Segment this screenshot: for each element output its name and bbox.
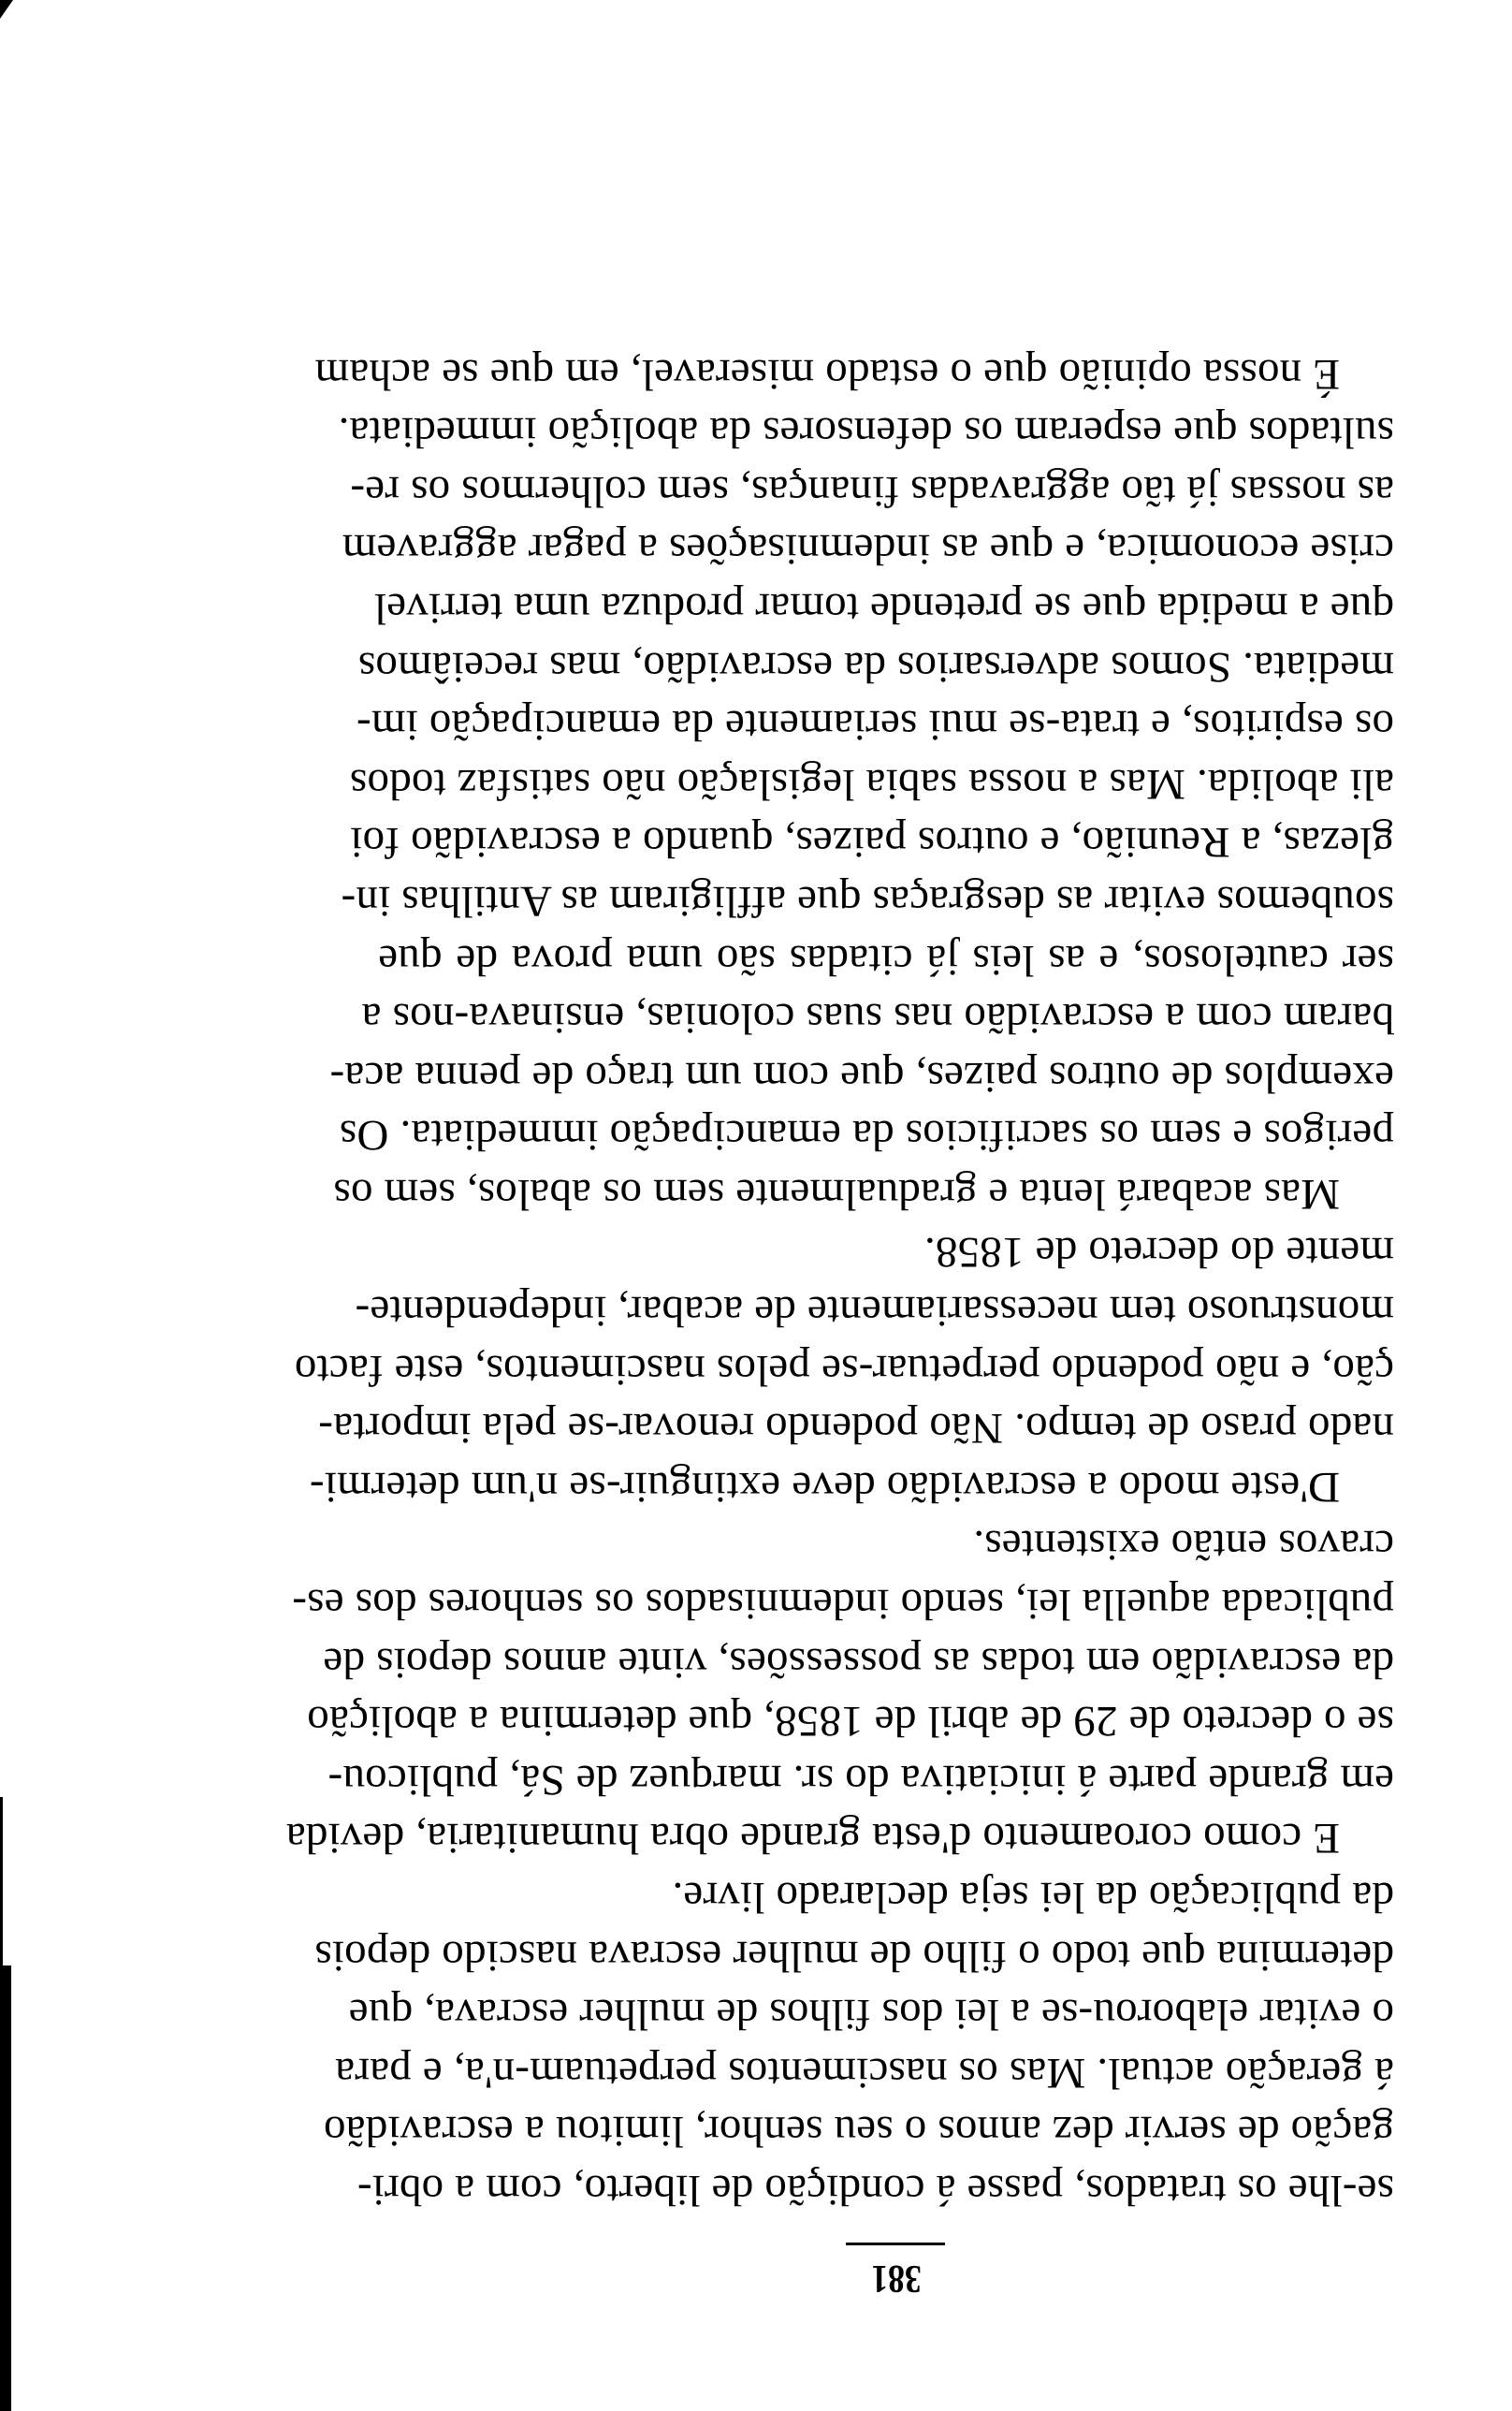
header-rule — [846, 2243, 945, 2245]
text-line: da escravidão em todas as possessões, vinte annos depois de — [323, 1638, 1394, 1688]
text-line: E como coroamento d'esta grande obra humanitaria, devida — [285, 1814, 1340, 1863]
text-line: se-lhe os tratados, passe á condição de liberto, com a obri- — [356, 2166, 1394, 2214]
text-line: É nossa opinião que o estado miseravel, em que se acham — [314, 349, 1340, 399]
text-line: ção, e não podendo perpetuar-se pelos nascimentos, este facto — [294, 1345, 1394, 1395]
text-line: publicada aquella lei, sendo indemnisados os senhores dos es- — [292, 1580, 1394, 1629]
text-line: Mas acabará lenta e gradualmente sem os abalos, sem os — [333, 1169, 1340, 1219]
scan-edge-shadow-thin — [0, 1797, 3, 1965]
text-line: mediata. Somos adversarios da escravidão, mas receiâmos — [357, 642, 1394, 692]
text-line: ser cautelosos, e as leis já citadas são uma prova de que — [378, 935, 1394, 985]
text-line: á geração actual. Mas os nascimentos perpetuam-n'a, e para — [335, 2048, 1394, 2097]
text-line: gação de servir dez annos o seu senhor, limitou a escravidão — [323, 2107, 1394, 2156]
text-line: o evitar elaborou-se a lei dos filhos de mulher escrava, que — [348, 1990, 1394, 2039]
text-line: cravos então existentes. — [973, 1521, 1394, 1571]
text-line: D'este modo a escravidão deve extinguir-se n'um determi- — [309, 1462, 1340, 1512]
text-line: da publicação da lei seja declarado livre. — [672, 1873, 1394, 1922]
scan-edge-shadow — [0, 1965, 11, 2411]
text-line: soubemos evitar as desgraças que affligiram as Antilhas in- — [341, 876, 1394, 926]
text-line: em grande parte á iniciativa do sr. marquez de Sá, publicou- — [327, 1755, 1394, 1805]
scan-corner-shadow — [0, 0, 13, 19]
text-line: crise economica, e que as indemnisações a pagar aggravem — [342, 525, 1394, 575]
text-line: nado praso de tempo. Não podendo renovar-se pela importa- — [318, 1404, 1394, 1454]
text-line: baram com a escravidão nas suas colonias, ensinava-nos a — [361, 994, 1394, 1044]
body-text — [285, 344, 1394, 2219]
text-line: sultados que esperam os defensores da abolição immediata. — [338, 408, 1394, 458]
text-line: ali abolida. Mas a nossa sabia legislação não satisfaz todos — [349, 759, 1394, 809]
text-line: mente do decreto de 1858. — [923, 1228, 1394, 1278]
text-line: se o decreto de 29 de abril de 1858, que determina a abolição — [307, 1697, 1394, 1746]
text-line: glezas, a Reunião, e outros paizes, quando a escravidão foi — [350, 818, 1394, 868]
text-line: as nossas já tão aggravadas finanças, sem colhermos os re- — [350, 466, 1394, 516]
text-line: determina que todo o filho de mulher escrava nascido depois — [314, 1931, 1394, 1980]
text-line: que a medida que se pretende tomar produza uma terrivel — [373, 583, 1394, 633]
text-line: os espiritos, e trata-se mui seriamente da emancipação im- — [356, 701, 1394, 751]
text-line: exemplos de outros paizes, que com um traço de penna aca- — [329, 1052, 1394, 1102]
text-line: monstruoso tem necessariamente de acabar, independente- — [355, 1287, 1394, 1337]
text-line: perigos e sem os sacrificios da emancipação immediata. Os — [339, 1111, 1394, 1161]
page-number: 381 — [871, 2257, 922, 2300]
